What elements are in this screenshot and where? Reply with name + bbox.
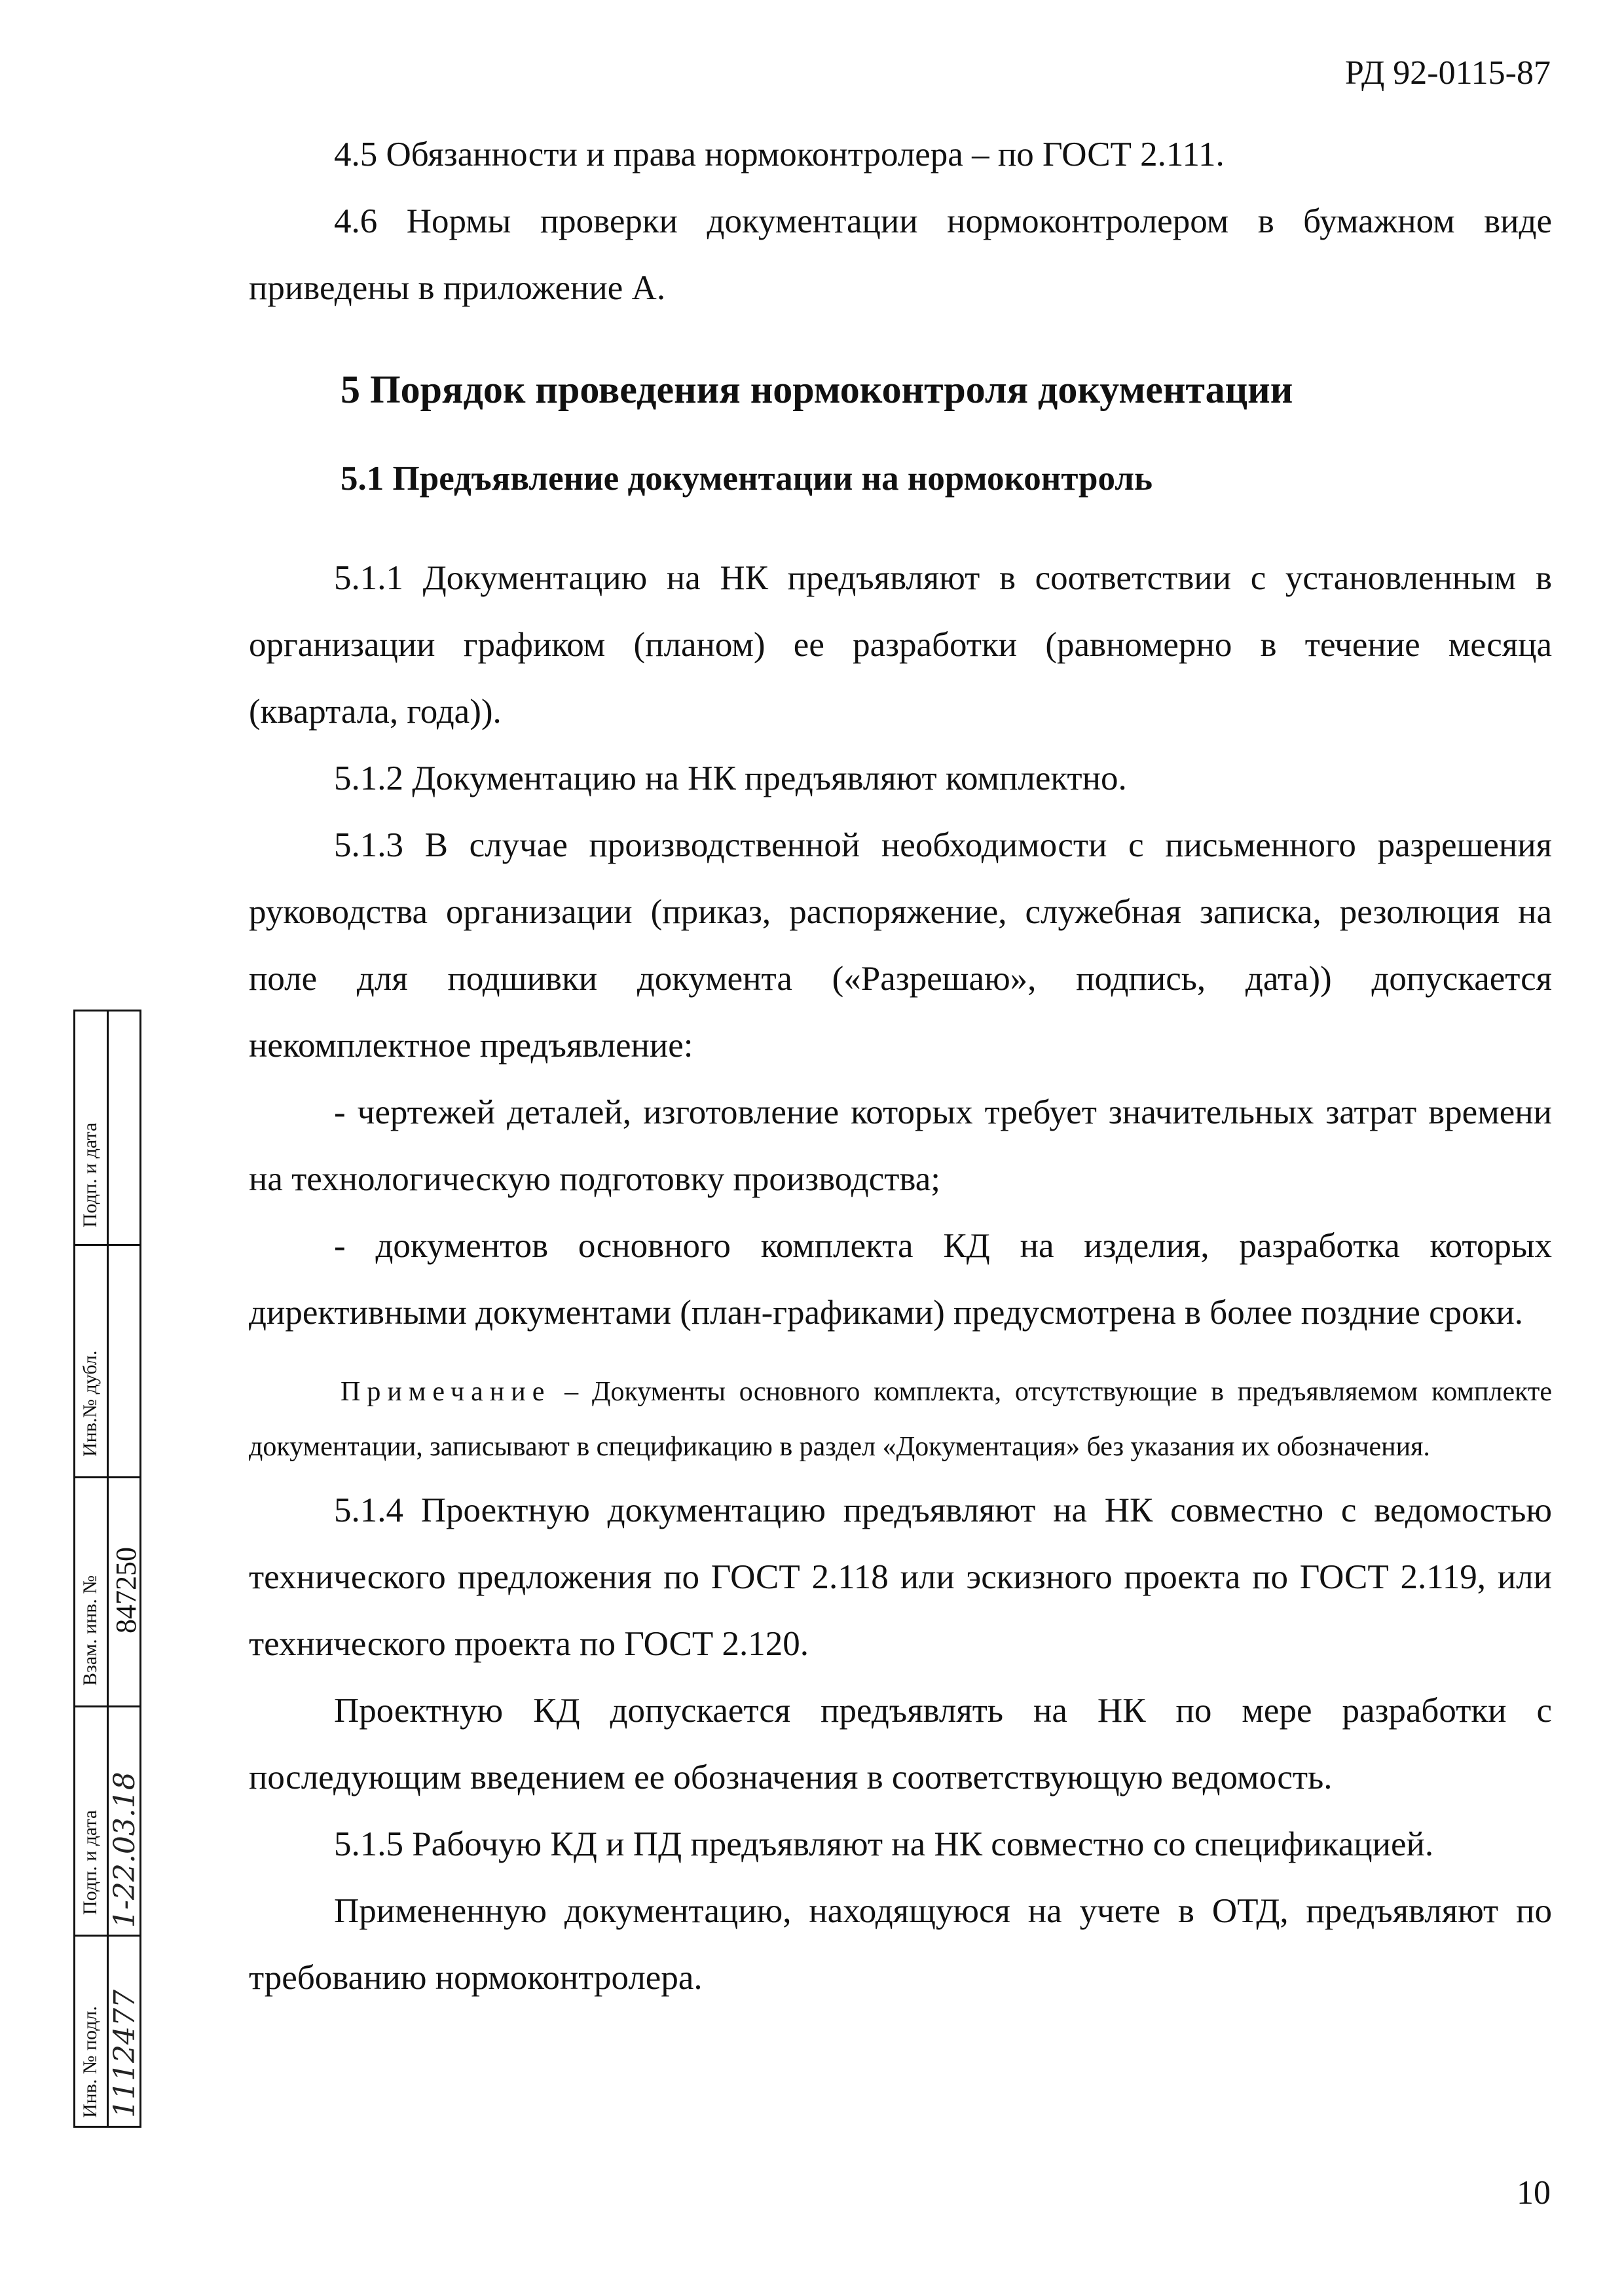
- section-heading-5: 5 Порядок проведения нормоконтроля документации: [341, 368, 1293, 411]
- paragraph-5-1-4: 5.1.4 Проектную документацию предъявляют на НК совместно с ведомостью технического предложения по ГОСТ 2.118 или эскизного проекта по ГОСТ 2.119, или технического проекта по ГОСТ 2.120.: [249, 1491, 1552, 1663]
- page-number: 10: [1517, 2174, 1551, 2212]
- list-item-documents: - документов основного комплекта КД на изделия, разработка которых директивными документами (план-графиками) предусмотрена в более поздние сроки.: [249, 1227, 1552, 1332]
- stamp-row-line: [75, 1935, 139, 1937]
- document-code: РД 92-0115-87: [1344, 54, 1551, 92]
- section-5-1-body: [249, 545, 1552, 2011]
- paragraph-5-1-5: 5.1.5 Рабочую КД и ПД предъявляют на НК совместно со спецификацией.: [334, 1825, 1434, 1863]
- note-text: – Документы основного комплекта, отсутствующие в предъявляемом комплекте документации, записывают в спецификацию в раздел «Документация» без указания их обозначения.: [249, 1377, 1552, 1462]
- paragraph-5-1-5-applied-docs: Примененную документацию, находящуюся на учете в ОТД, предъявляют по требованию нормоконтролера.: [249, 1892, 1552, 1997]
- stamp-label-dup-inventory: Инв.№ дубл.: [79, 1350, 101, 1457]
- paragraph-5-1-3: 5.1.3 В случае производственной необходимости с письменного разрешения руководства организации (приказ, распоряжение, служебная записка, резолюция на поле для подшивки документа («Разрешаю», подпись, дата)) допускается некомплектное предъявление:: [249, 826, 1552, 1065]
- paragraph-4-6: 4.6 Нормы проверки документации нормоконтролером в бумажном виде приведены в приложение А.: [249, 202, 1552, 307]
- stamp-label-original-inventory: Инв. № подл.: [79, 2006, 101, 2118]
- subsection-heading-5-1: 5.1 Предъявление документации на нормоконтроль: [341, 460, 1153, 498]
- note: [249, 1364, 1552, 1474]
- stamp-row-line: [75, 1476, 139, 1478]
- stamp-label-signature-date: Подп. и дата: [79, 1810, 101, 1915]
- paragraph-5-1-1: 5.1.1 Документацию на НК предъявляют в соответствии с установленным в организации графиком (планом) ее разработки (равномерно в течение месяца (квартала, года)).: [249, 559, 1552, 731]
- stamp-value-signature-date: 1-22.03.18: [108, 1772, 141, 1928]
- paragraph-5-1-4-design-kd: Проектную КД допускается предъявлять на НК по мере разработки с последующим введением ее обозначения в соответствующую ведомость.: [249, 1692, 1552, 1796]
- paragraph-5-1-2: 5.1.2 Документацию на НК предъявляют комплектно.: [334, 759, 1127, 797]
- stamp-value-original-inventory: 1112477: [108, 1990, 141, 2118]
- stamp-row-line: [75, 1244, 139, 1246]
- note-label: Примечание: [341, 1377, 551, 1407]
- page-body: [249, 121, 1552, 321]
- section-5: [249, 340, 1552, 519]
- margin-stamp: [73, 1010, 141, 2128]
- list-item-drawings: - чертежей деталей, изготовление которых требует значительных затрат времени на технологическую подготовку производства;: [249, 1093, 1552, 1198]
- stamp-value-replaced-inventory: 847250: [110, 1547, 142, 1633]
- paragraph-4-5: 4.5 Обязанности и права нормоконтролера – по ГОСТ 2.111.: [334, 136, 1225, 173]
- stamp-divider: [107, 1011, 109, 2126]
- stamp-label-signature-date-top: Подп. и дата: [79, 1122, 101, 1228]
- stamp-label-replaced-inventory: Взам. инв. №: [79, 1575, 101, 1686]
- stamp-row-line: [75, 1705, 139, 1707]
